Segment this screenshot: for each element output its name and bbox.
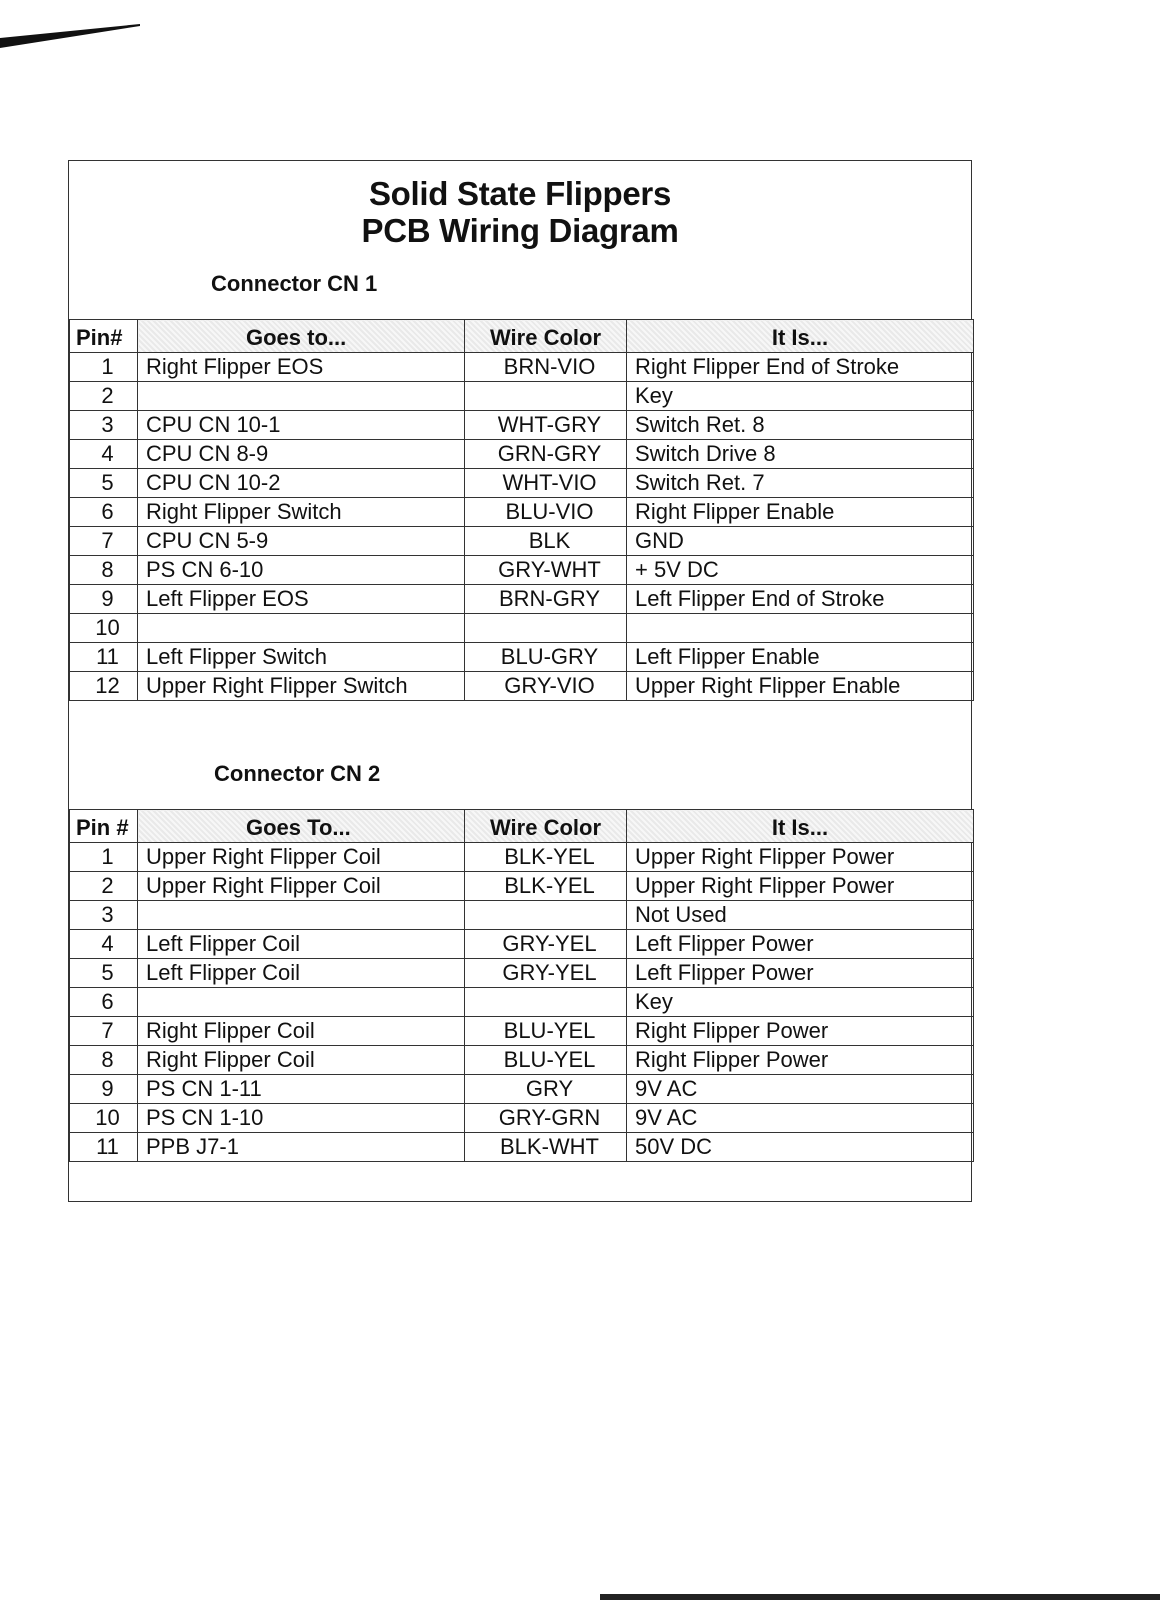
pin-cell: 10 [70, 1104, 138, 1133]
wire-color-cell: BLK-WHT [465, 1133, 627, 1162]
connector-cn2-label: Connector CN 2 [214, 761, 381, 786]
table-row [70, 643, 974, 672]
pin-cell: 3 [70, 411, 138, 440]
table-row [70, 959, 974, 988]
connector-cn1-label: Connector CN 1 [211, 271, 378, 296]
wire-color-cell [465, 614, 627, 643]
wire-color-cell: WHT-GRY [465, 411, 627, 440]
pin-cell: 9 [70, 1075, 138, 1104]
it-is-cell: GND [627, 527, 974, 556]
goes-to-cell: Right Flipper EOS [138, 353, 465, 382]
it-is-cell: Right Flipper Power [627, 1017, 974, 1046]
pin-cell: 11 [70, 1133, 138, 1162]
table-row [70, 440, 974, 469]
pin-cell: 6 [70, 498, 138, 527]
goes-to-cell: Left Flipper Coil [138, 930, 465, 959]
scan-edge-mark [0, 20, 140, 50]
pin-cell: 9 [70, 585, 138, 614]
wire-color-cell: BLK-YEL [465, 843, 627, 872]
table-row [70, 527, 974, 556]
pin-cell: 1 [70, 353, 138, 382]
pin-cell: 11 [70, 643, 138, 672]
wire-color-header: Wire Color [465, 810, 627, 843]
goes-to-cell: Left Flipper Coil [138, 959, 465, 988]
connector-cn2-table [69, 809, 974, 1162]
it-is-cell: Left Flipper Power [627, 959, 974, 988]
table-row [70, 382, 974, 411]
table-row [70, 614, 974, 643]
goes-to-cell: PS CN 6-10 [138, 556, 465, 585]
it-is-cell: 50V DC [627, 1133, 974, 1162]
table-row [70, 1104, 974, 1133]
goes-to-cell: Right Flipper Coil [138, 1017, 465, 1046]
wire-color-cell [465, 988, 627, 1017]
table-row [70, 930, 974, 959]
it-is-cell: Upper Right Flipper Enable [627, 672, 974, 701]
goes-to-cell: CPU CN 5-9 [138, 527, 465, 556]
goes-to-cell [138, 901, 465, 930]
table-row [70, 672, 974, 701]
wire-color-cell: BLU-GRY [465, 643, 627, 672]
goes-to-cell: Right Flipper Coil [138, 1046, 465, 1075]
pin-cell: 5 [70, 469, 138, 498]
wiring-sheet [68, 160, 972, 1202]
goes-to-cell [138, 382, 465, 411]
wire-color-cell: BLK [465, 527, 627, 556]
pin-cell: 8 [70, 1046, 138, 1075]
it-is-cell: Switch Ret. 7 [627, 469, 974, 498]
goes-to-header: Goes To... [138, 810, 465, 843]
table-row [70, 872, 974, 901]
table-row [70, 1017, 974, 1046]
goes-to-cell: PS CN 1-11 [138, 1075, 465, 1104]
goes-to-cell: Upper Right Flipper Switch [138, 672, 465, 701]
goes-to-header: Goes to... [138, 320, 465, 353]
it-is-cell: Switch Ret. 8 [627, 411, 974, 440]
it-is-cell: Left Flipper Power [627, 930, 974, 959]
pin-header: Pin# [70, 320, 138, 353]
pin-cell: 10 [70, 614, 138, 643]
it-is-cell: Not Used [627, 901, 974, 930]
table-row [70, 901, 974, 930]
pin-cell: 2 [70, 382, 138, 411]
pin-cell: 7 [70, 1017, 138, 1046]
wire-color-cell: BRN-GRY [465, 585, 627, 614]
wire-color-cell: GRN-GRY [465, 440, 627, 469]
wire-color-cell: GRY-YEL [465, 930, 627, 959]
wire-color-cell: BLU-YEL [465, 1046, 627, 1075]
table-row [70, 498, 974, 527]
scan-edge-mark-bottom [600, 1594, 1160, 1600]
pin-cell: 2 [70, 872, 138, 901]
it-is-cell: Key [627, 988, 974, 1017]
table-row [70, 1075, 974, 1104]
it-is-cell: Upper Right Flipper Power [627, 872, 974, 901]
it-is-cell: Right Flipper Enable [627, 498, 974, 527]
goes-to-cell: Left Flipper EOS [138, 585, 465, 614]
table-header-row [70, 810, 974, 843]
wire-color-cell [465, 382, 627, 411]
wire-color-cell: GRY-VIO [465, 672, 627, 701]
wire-color-cell: GRY-YEL [465, 959, 627, 988]
goes-to-cell: Right Flipper Switch [138, 498, 465, 527]
goes-to-cell: PS CN 1-10 [138, 1104, 465, 1133]
table-row [70, 469, 974, 498]
goes-to-cell: CPU CN 10-1 [138, 411, 465, 440]
title-line-2: PCB Wiring Diagram [361, 212, 679, 249]
pin-header: Pin # [70, 810, 138, 843]
pin-cell: 3 [70, 901, 138, 930]
it-is-cell: Left Flipper End of Stroke [627, 585, 974, 614]
wire-color-cell: BLU-YEL [465, 1017, 627, 1046]
title-line-1: Solid State Flippers [368, 175, 672, 212]
it-is-cell: Upper Right Flipper Power [627, 843, 974, 872]
wire-color-header: Wire Color [465, 320, 627, 353]
it-is-cell: Right Flipper End of Stroke [627, 353, 974, 382]
goes-to-cell: Left Flipper Switch [138, 643, 465, 672]
table-header-row [70, 320, 974, 353]
goes-to-cell: CPU CN 10-2 [138, 469, 465, 498]
connector-cn1-rows [70, 353, 974, 701]
table-row [70, 1046, 974, 1075]
it-is-cell: Right Flipper Power [627, 1046, 974, 1075]
goes-to-cell: Upper Right Flipper Coil [138, 843, 465, 872]
wire-color-cell: BLK-YEL [465, 872, 627, 901]
wire-color-cell: GRY [465, 1075, 627, 1104]
table-row [70, 556, 974, 585]
goes-to-cell: CPU CN 8-9 [138, 440, 465, 469]
wire-color-cell [465, 901, 627, 930]
it-is-cell: Key [627, 382, 974, 411]
wire-color-cell: GRY-WHT [465, 556, 627, 585]
pin-cell: 4 [70, 930, 138, 959]
it-is-cell [627, 614, 974, 643]
table-row [70, 411, 974, 440]
it-is-header: It Is... [627, 810, 974, 843]
pin-cell: 1 [70, 843, 138, 872]
pin-cell: 6 [70, 988, 138, 1017]
it-is-cell: Left Flipper Enable [627, 643, 974, 672]
connector-cn1-table [69, 319, 974, 701]
goes-to-cell [138, 614, 465, 643]
wire-color-cell: BLU-VIO [465, 498, 627, 527]
pin-cell: 4 [70, 440, 138, 469]
it-is-cell: Switch Drive 8 [627, 440, 974, 469]
it-is-cell: 9V AC [627, 1104, 974, 1133]
pin-cell: 12 [70, 672, 138, 701]
goes-to-cell: Upper Right Flipper Coil [138, 872, 465, 901]
table-row [70, 353, 974, 382]
wire-color-cell: GRY-GRN [465, 1104, 627, 1133]
pin-cell: 8 [70, 556, 138, 585]
table-row [70, 988, 974, 1017]
document-title [69, 175, 971, 249]
wire-color-cell: WHT-VIO [465, 469, 627, 498]
it-is-header: It Is... [627, 320, 974, 353]
pin-cell: 7 [70, 527, 138, 556]
goes-to-cell [138, 988, 465, 1017]
connector-cn2-rows [70, 843, 974, 1162]
table-row [70, 585, 974, 614]
table-row [70, 843, 974, 872]
it-is-cell: + 5V DC [627, 556, 974, 585]
it-is-cell: 9V AC [627, 1075, 974, 1104]
table-row [70, 1133, 974, 1162]
pin-cell: 5 [70, 959, 138, 988]
wire-color-cell: BRN-VIO [465, 353, 627, 382]
goes-to-cell: PPB J7-1 [138, 1133, 465, 1162]
